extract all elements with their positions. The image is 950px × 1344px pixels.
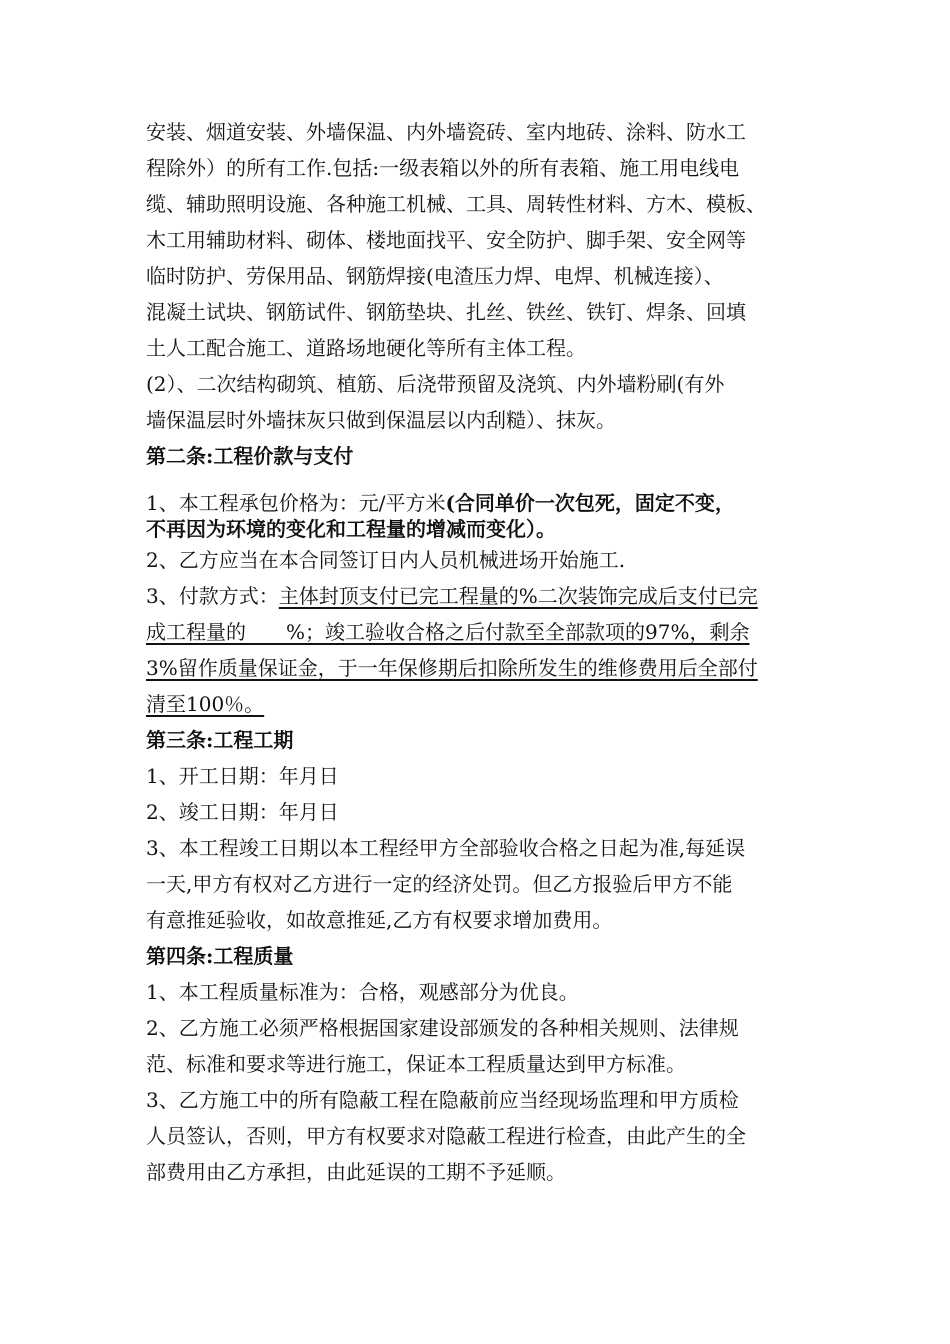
text-line: 土人工配合施工、道路场地硬化等所有主体工程。 [146,336,586,360]
text-line: 木工用辅助材料、砌体、楼地面找平、安全防护、脚手架、安全网等 [146,228,746,252]
text-line: 人员签认，否则，甲方有权要求对隐蔽工程进行检查，由此产生的全 [146,1124,746,1148]
text-line: 1、本工程质量标准为：合格，观感部分为优良。 [146,980,579,1004]
payment-terms-underlined: 成工程量的 %；竣工验收合格之后付款至全部款项的97%，剩余 [146,620,750,644]
text-line: 3、乙方施工中的所有隐蔽工程在隐蔽前应当经现场监理和甲方质检 [146,1088,739,1112]
payment-line [146,650,836,686]
text-line: (2）、二次结构砌筑、植筋、后浇带预留及浇筑、内外墙粉刷(有外 [146,372,725,396]
payment-label: 3、付款方式： [146,584,279,608]
text-line: 3、本工程竣工日期以本工程经甲方全部验收合格之日起为准,每延误 [146,836,746,860]
price-note-bold-line: 不再因为环境的变化和工程量的增减而变化）。 [146,517,556,541]
payment-line [146,578,836,614]
section-3-schedule [146,722,836,938]
payment-terms-underlined: 3%留作质量保证金，于一年保修期后扣除所发生的维修费用后全部付 [146,656,758,680]
completion-date-line: 2、竣工日期：年月日 [146,800,339,824]
text-line: 临时防护、劳保用品、钢筋焊接(电渣压力焊、电焊、机械连接）、 [146,264,724,288]
mobilization-line: 2、乙方应当在本合同签订日内人员机械进场开始施工. [146,548,626,572]
section-2-price-payment [146,438,836,722]
spacer [146,474,836,490]
document-page [146,114,836,1190]
payment-terms-underlined: 清至100％。 [146,692,265,716]
section-heading: 第三条:工程工期 [146,728,294,752]
payment-terms-underlined: 主体封顶支付已完工程量的%二次装饰完成后支付已完 [278,584,758,608]
text-line: 墙保温层时外墙抹灰只做到保温层以内刮糙）、抹灰。 [146,408,616,432]
start-date-line: 1、开工日期：年月日 [146,764,339,788]
text-line: 缆、辅助照明设施、各种施工机械、工具、周转性材料、方木、模板、 [146,192,766,216]
text-line: 部费用由乙方承担，由此延误的工期不予延顺。 [146,1160,566,1184]
text-line: 一天,甲方有权对乙方进行一定的经济处罚。但乙方报验后甲方不能 [146,872,733,896]
text-line: 安装、烟道安装、外墙保温、内外墙瓷砖、室内地砖、涂料、防水工 [146,120,746,144]
price-line [146,490,836,516]
price-note-bold: (合同单价一次包死，固定不变， [445,491,735,515]
price-text: 1、本工程承包价格为：元/平方米 [146,491,446,515]
text-line: 2、乙方施工必须严格根据国家建设部颁发的各种相关规则、法律规 [146,1016,739,1040]
payment-line [146,614,836,650]
section-4-quality [146,938,836,1190]
section-1-scope [146,114,836,438]
text-line: 有意推延验收，如故意推延,乙方有权要求增加费用。 [146,908,613,932]
text-line: 混凝土试块、钢筋试件、钢筋垫块、扎丝、铁丝、铁钉、焊条、回填 [146,300,746,324]
section-heading: 第二条:工程价款与支付 [146,444,354,468]
section-heading: 第四条:工程质量 [146,944,294,968]
text-line: 程除外）的所有工作.包括:一级表箱以外的所有表箱、施工用电线电 [146,156,740,180]
text-line: 范、标准和要求等进行施工，保证本工程质量达到甲方标准。 [146,1052,686,1076]
payment-line [146,686,836,722]
